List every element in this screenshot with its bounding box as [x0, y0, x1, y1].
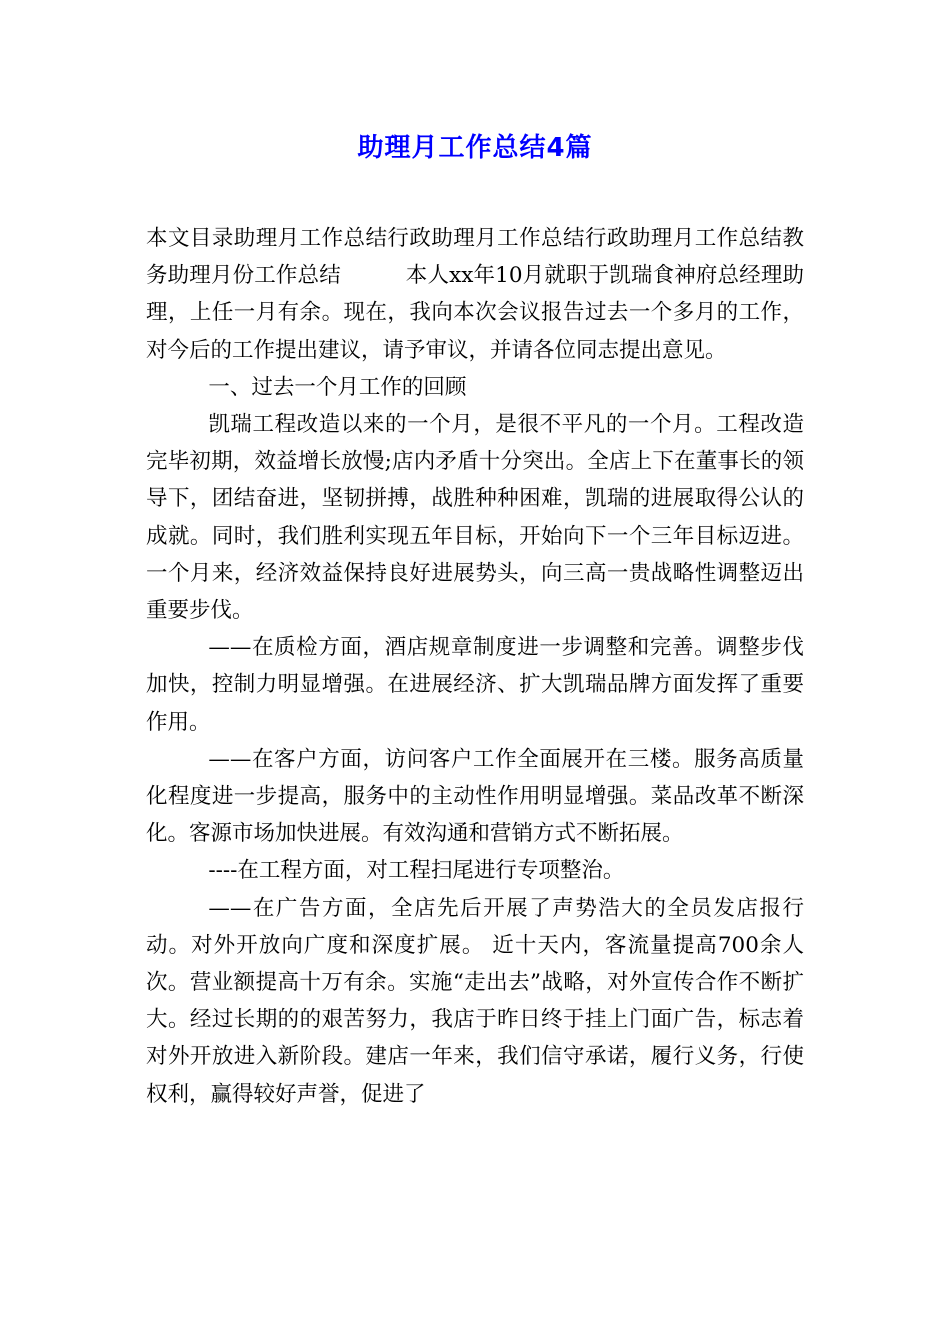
- paragraph-customer: ——在客户方面，访问客户工作全面展开在三楼。服务高质量化程度进一步提高，服务中的主动性作用明显增强。菜品改革不断深化。客源市场加快进展。有效沟通和营销方式不断拓展。: [146, 746, 804, 847]
- paragraph-advertising: ——在广告方面，全店先后开展了声势浩大的全员发店报行动。对外开放向广度和深度扩展。 近十天内，客流量提高700余人次。营业额提高十万有余。实施“走出去”战略，对外宣传合作不断扩大。经过长期的的艰苦努力，我店于昨日终于挂上门面广告，标志着对外开放进入新阶段。建店一年来，我们信守承诺，履行义务，行使权利，赢得较好声誉，促进了: [146, 895, 804, 1107]
- paragraph-intro: 本文目录助理月工作总结行政助理月工作总结行政助理月工作总结教务助理月份工作总结 本人xx年10月就职于凯瑞食神府总经理助理，上任一月有余。现在，我向本次会议报告过去一个多月的工作，对今后的工作提出建议，请予审议，并请各位同志提出意见。: [146, 226, 804, 363]
- document-title: 助理月工作总结4篇: [357, 133, 593, 163]
- paragraph-quality: ——在质检方面，酒店规章制度进一步调整和完善。调整步伐加快，控制力明显增强。在进展经济、扩大凯瑞品牌方面发挥了重要作用。: [146, 635, 804, 735]
- paragraph-review: 凯瑞工程改造以来的一个月，是很不平凡的一个月。工程改造完毕初期，效益增长放慢;店内矛盾十分突出。全店上下在董事长的领导下，团结奋进，坚韧拼搏，战胜种种困难，凯瑞的进展取得公认的成就。同时，我们胜利实现五年目标，开始向下一个三年目标迈进。 一个月来，经济效益保持良好进展势头，向三高一贵战略性调整迈出重要步伐。: [146, 412, 804, 624]
- paragraph-engineering: ----在工程方面，对工程扫尾进行专项整治。: [208, 858, 625, 884]
- paragraph-section-heading: 一、过去一个月工作的回顾: [208, 374, 467, 400]
- document-body: [146, 220, 804, 1113]
